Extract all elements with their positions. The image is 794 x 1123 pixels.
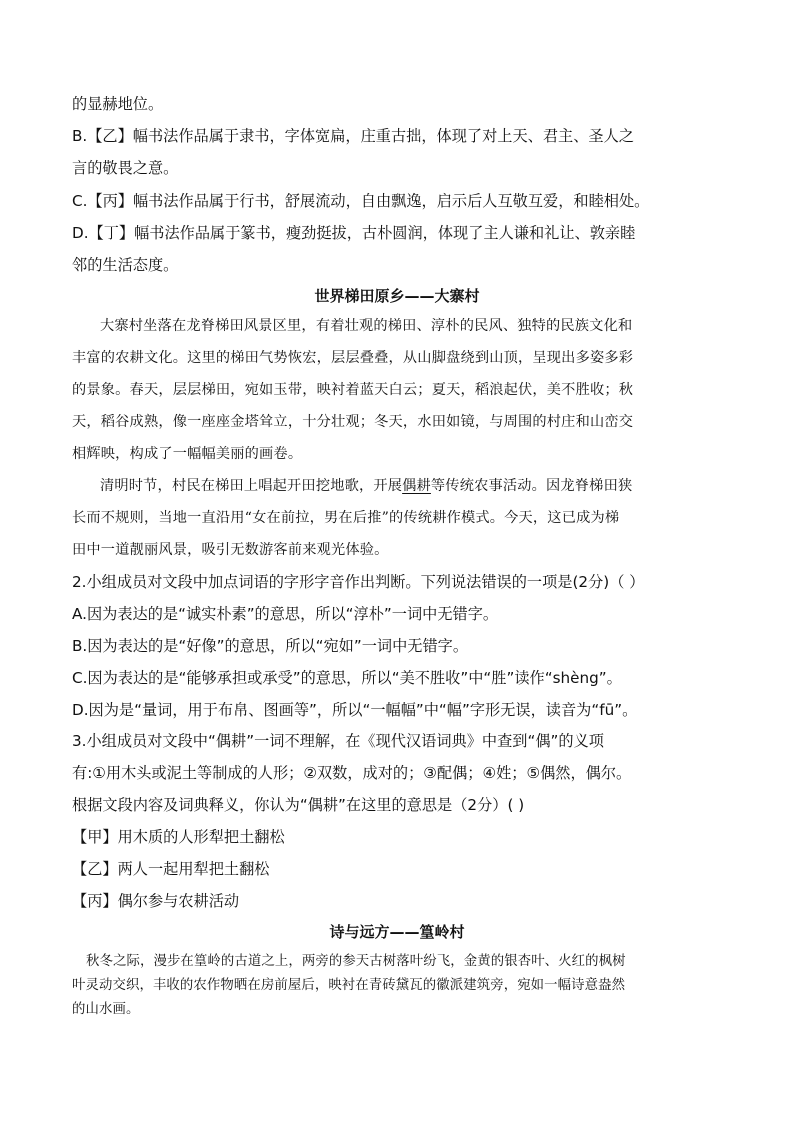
passage-text: 清明时节，村民在梯田上唱起开田挖地歌，开展 — [100, 478, 403, 494]
option-d-line2: 邻的生活态度。 — [72, 256, 179, 274]
option-a-tail: 的显赫地位。 — [72, 95, 164, 113]
passage-dazhai-line5: 相辉映，构成了一幅幅美丽的画卷。 — [72, 446, 303, 462]
question-2-option-d: D.因为是“量词，用于布帛、图画等”，所以“一幅幅”中“幅”字形无误，读音为“fū”。 — [72, 701, 638, 719]
question-2-stem: 2.小组成员对文段中加点词语的字形字音作出判断。下列说法错误的一项是(2分)（ ） — [72, 573, 645, 591]
passage-dazhai-line3: 的景象。春天，层层梯田，宛如玉带，映衬着蓝天白云；夏天，稻浪起伏，美不胜收；秋 — [72, 382, 634, 398]
question-2-option-b: B.因为表达的是“好像”的意思，所以“宛如”一词中无错字。 — [72, 637, 469, 655]
passage-huangling-line2: 叶灵动交织，丰收的农作物晒在房前屋后，映衬在青砖黛瓦的徽派建筑旁，宛如一幅诗意盎然 — [72, 978, 626, 993]
question-2-option-a: A.因为表达的是“诚实朴素”的意思，所以“淳朴”一词中无错字。 — [72, 605, 499, 623]
passage-huangling-line1: 秋冬之际，漫步在篁岭的古道之上，两旁的参天古树落叶纷飞，金黄的银杏叶、火红的枫树 — [86, 954, 626, 969]
section-title-huangling: 诗与远方——篁岭村 — [329, 923, 465, 941]
passage-dazhai-p2-line1 — [100, 476, 632, 496]
option-b-line1: B.【乙】幅书法作品属于隶书，字体宽扁，庄重古拙，体现了对上天、君主、圣人之 — [72, 127, 634, 145]
passage-dazhai-p2-line3: 田中一道靓丽风景，吸引无数游客前来观光体验。 — [72, 542, 389, 558]
question-3-stem-line3: 根据文段内容及词典释义，你认为“偶耕”在这里的意思是（2分）( ) — [72, 796, 525, 814]
question-2-option-c: C.因为表达的是“能够承担或承受”的意思，所以“美不胜收”中“胜”读作“shèng”。 — [72, 669, 622, 687]
option-b-line2: 言的敬畏之意。 — [72, 159, 179, 177]
question-3-option-yi: 【乙】两人一起用犁把土翻松 — [72, 860, 270, 878]
passage-dazhai-line1: 大寨村坐落在龙脊梯田风景区里，有着壮观的梯田、淳朴的民风、独特的民族文化和 — [100, 318, 633, 334]
question-3-option-jia: 【甲】用木质的人形犁把土翻松 — [72, 828, 285, 846]
question-3-stem-line2: 有:①用木头或泥土等制成的人形；②双数，成对的；③配偶；④姓；⑤偶然，偶尔。 — [72, 764, 632, 782]
passage-text: 等传统农事活动。因龙脊梯田狭 — [430, 478, 633, 494]
question-3-stem-line1: 3.小组成员对文段中“偶耕”一词不理解，在《现代汉语词典》中查到“偶”的义项 — [72, 732, 604, 750]
option-d-line1: D.【丁】幅书法作品属于篆书，瘦劲挺拔，古朴圆润，体现了主人谦和礼让、敦亲睦 — [72, 224, 636, 242]
underlined-word-ougeng: 偶耕 — [402, 478, 431, 494]
section-title-dazhai: 世界梯田原乡——大寨村 — [314, 287, 480, 305]
passage-dazhai-line2: 丰富的农耕文化。这里的梯田气势恢宏，层层叠叠，从山脚盘绕到山顶，呈现出多姿多彩 — [72, 350, 634, 366]
passage-dazhai-line4: 天，稻谷成熟，像一座座金塔耸立，十分壮观；冬天，水田如镜，与周围的村庄和山峦交 — [72, 414, 634, 430]
passage-dazhai-p2-line2: 长而不规则，当地一直沿用“女在前拉，男在后推”的传统耕作模式。今天，这已成为梯 — [72, 510, 620, 526]
passage-huangling-line3: 的山水画。 — [72, 1002, 140, 1017]
question-3-option-bing: 【丙】偶尔参与农耕活动 — [72, 892, 240, 910]
option-c-line: C.【丙】幅书法作品属于行书，舒展流动，自由飘逸，启示后人互敬互爱，和睦相处。 — [72, 192, 650, 210]
